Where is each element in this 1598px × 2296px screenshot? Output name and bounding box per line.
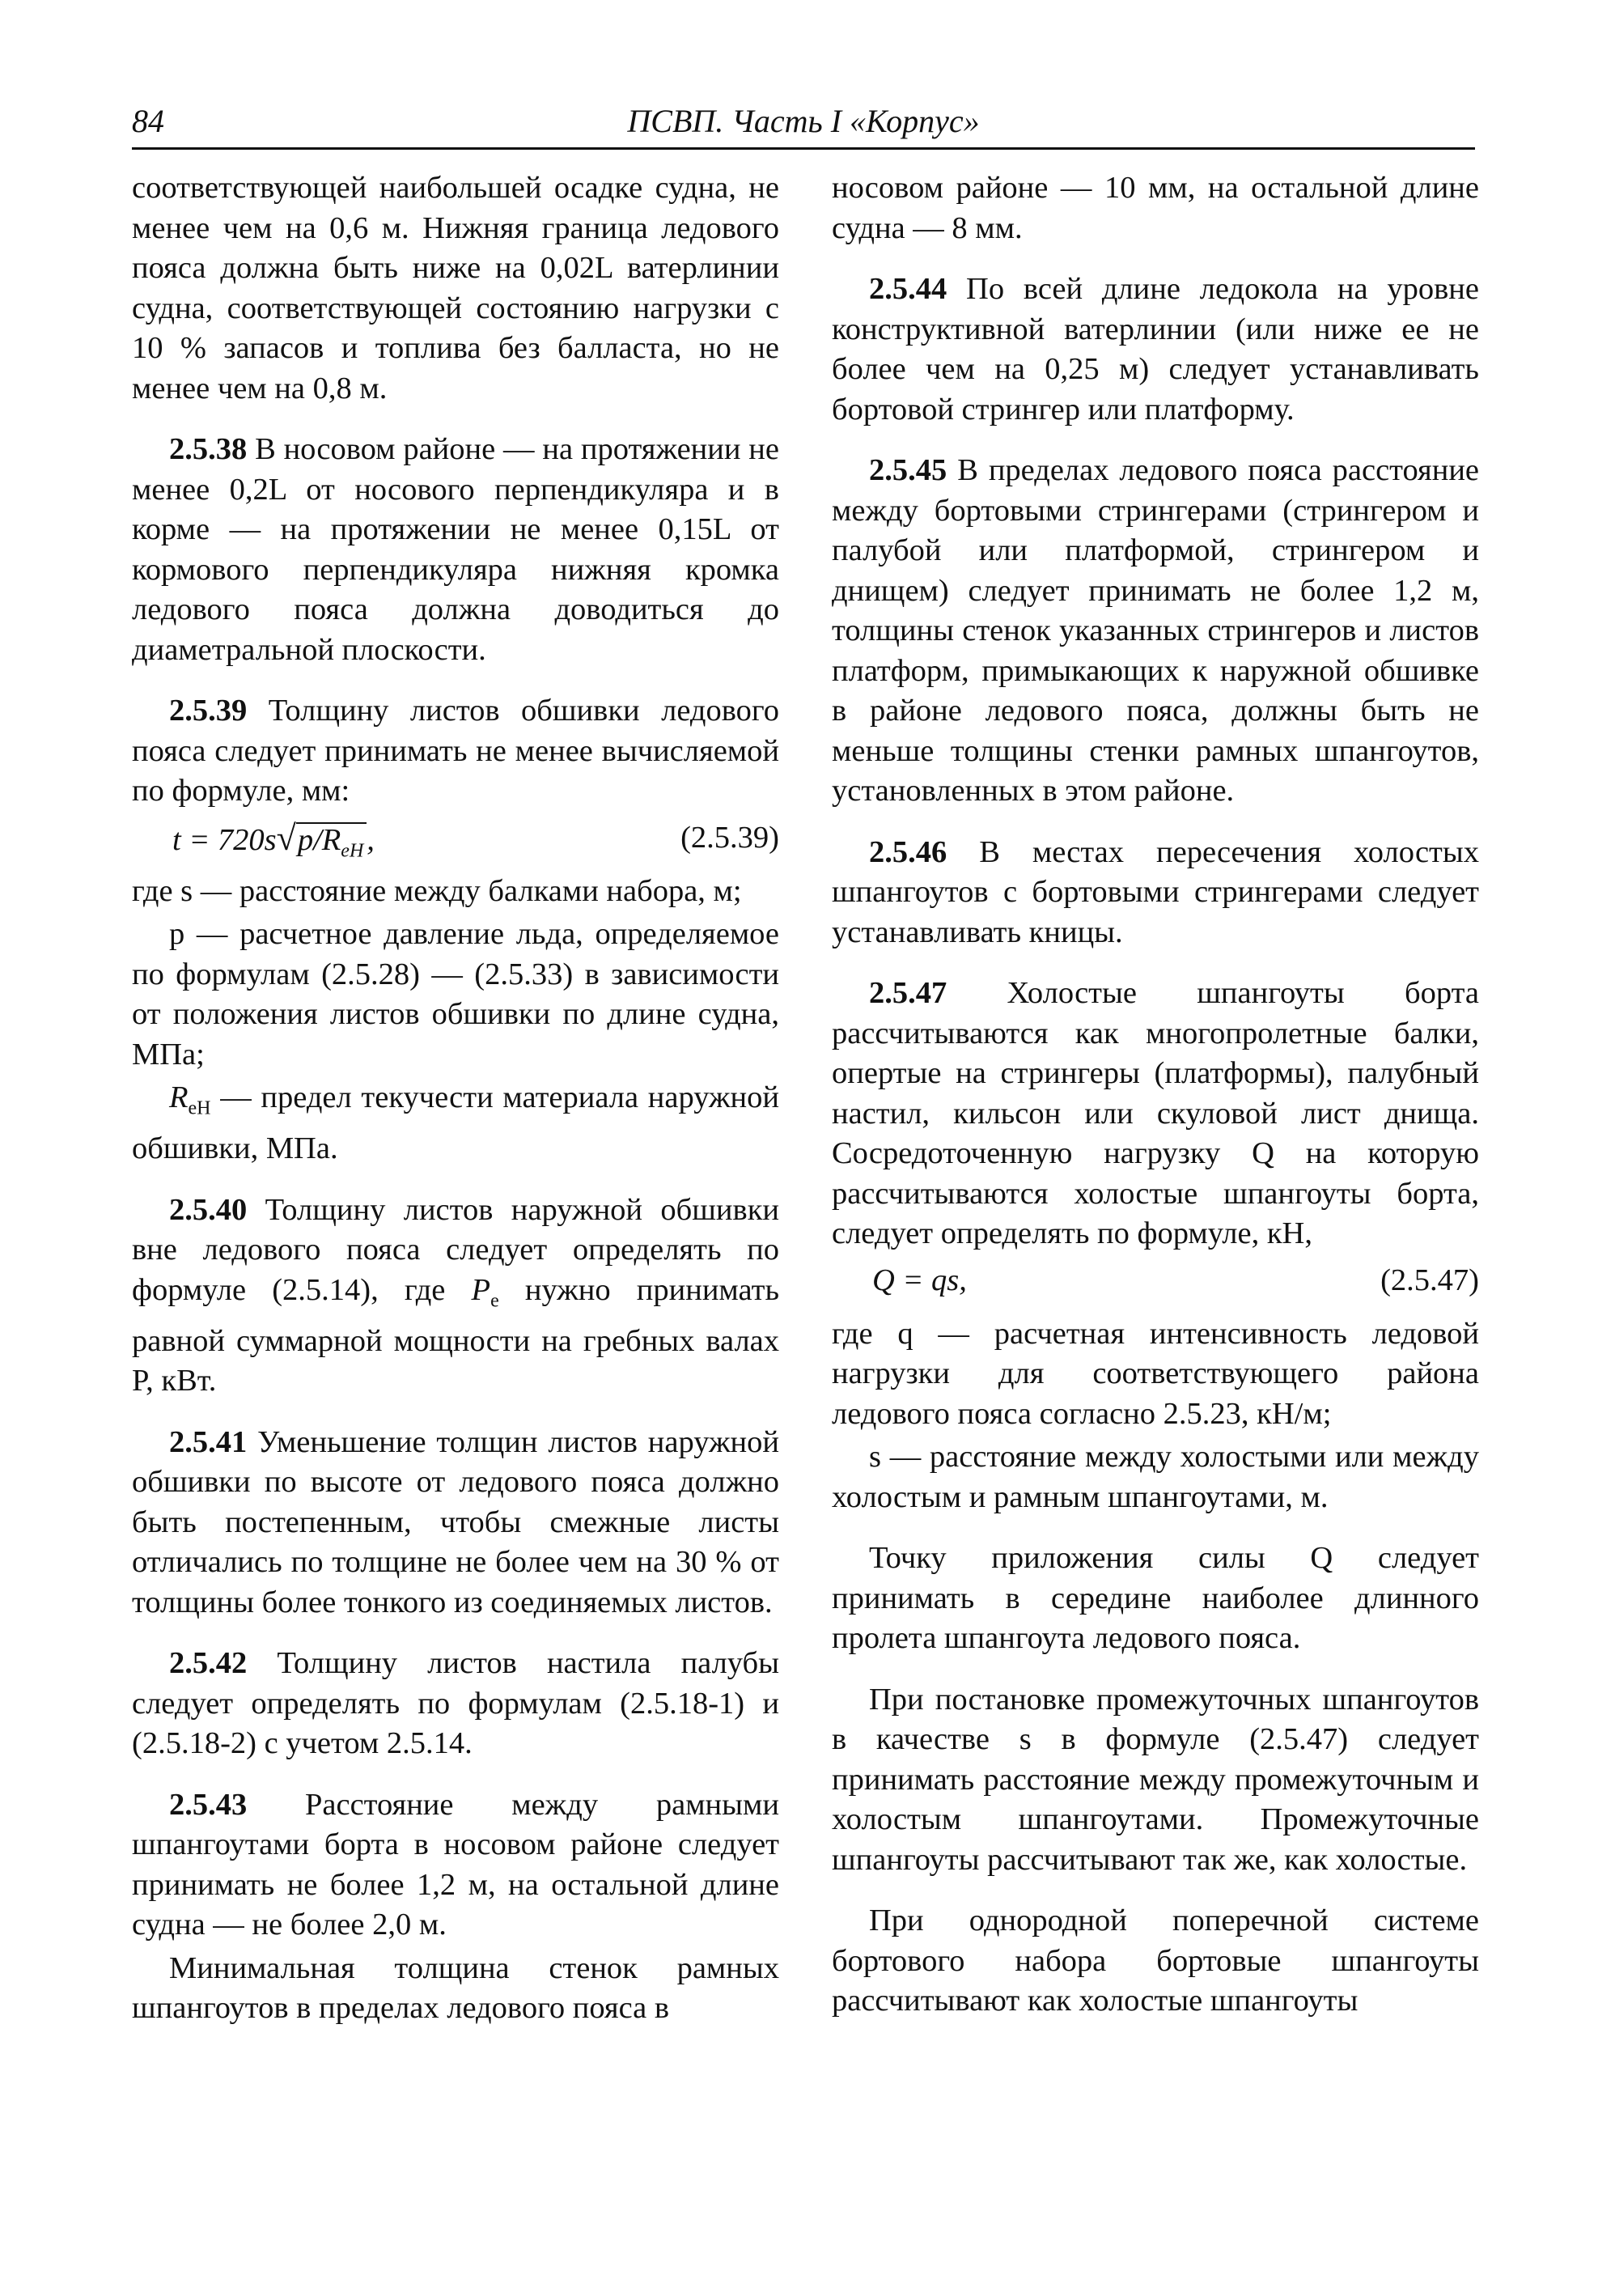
section-number: 2.5.39: [169, 694, 248, 728]
paragraph-intro: соответствующей наибольшей осадке судна, не менее чем на 0,6 м. Нижняя граница ледового пояса должна быть ниже на 0,02L ватерлинии судна, соответствующей состоянию нагрузки с 10 % запасов и топлива без балласта, но не менее чем на 0,8 м.: [132, 171, 779, 405]
section-number: 2.5.43: [169, 1787, 248, 1822]
paragraph-intermediate-frames: При постановке промежуточных шпангоутов в качестве s в формуле (2.5.47) следует принимать расстояние между промежуточным и холостым шпангоутами. Промежуточные шпангоуты рассчитывают так же, как холостые.: [832, 1682, 1479, 1877]
formula-expression: $t = 720s√p/R_{eH}$ ,: [172, 818, 375, 868]
definition-q: где q — расчетная интенсивность ледовой нагрузки для соответствующего района ледового пояса согласно 2.5.23, кН/м;: [832, 1316, 1479, 1431]
paragraph-min-thickness: Минимальная толщина стенок рамных шпангоутов в пределах ледового пояса в: [132, 1950, 779, 2026]
left-column: [132, 168, 779, 2050]
section-number: 2.5.40: [169, 1192, 248, 1227]
section-text: Уменьшение толщин листов наружной обшивки по высоте от ледового пояса должно быть постепенным, чтобы смежные листы отличались по толщине не более чем на 30 % от толщины более тонкого из соединяемых листов.: [132, 1424, 780, 1619]
section-2-5-41: [132, 1423, 779, 1623]
page-header: [132, 97, 1475, 150]
section-text: Толщину листов настила палубы следует определять по формулам (2.5.18-1) и (2.5.18-2) с учетом 2.5.14.: [132, 1646, 780, 1761]
section-number: 2.5.47: [869, 976, 947, 1010]
formula-number: (2.5.39): [680, 820, 779, 855]
page-number: 84: [132, 103, 164, 139]
running-title: ПСВП. Часть I «Корпус»: [627, 103, 980, 139]
paragraph-homogeneous-system: При однородной поперечной системе бортового набора бортовые шпангоуты рассчитывают как холостые шпангоуты: [832, 1903, 1479, 2018]
section-number: 2.5.38: [169, 432, 248, 466]
paragraph-force-point: Точку приложения силы Q следует принимать в середине наиболее длинного пролета шпангоута ледового пояса.: [832, 1541, 1479, 1655]
section-text: В пределах ледового пояса расстояние между бортовыми стрингерами (стрингером и палубой или платформой, стрингером и днищем) следует принимать не более 1,2 м, толщины стенок указанных стрингеров и листов платформ, примыкающих к наружной обшивке в районе ледового пояса, должны быть не меньше толщины стенки рамных шпангоутов, установленных в этом районе.: [832, 453, 1480, 808]
section-2-5-45: [832, 451, 1479, 812]
definition-s: s — расстояние между холостыми или между холостым и рамным шпангоутами, м.: [832, 1440, 1479, 1514]
formula-2-5-39: [132, 818, 779, 862]
section-2-5-44: [832, 269, 1479, 430]
section-text: По всей длине ледокола на уровне конструктивной ватерлинии (или ниже ее не более чем на 0,25 м) следует устанавливать бортовой стрингер или платформу.: [832, 272, 1479, 427]
section-2-5-39: [132, 691, 779, 812]
formula-2-5-47: [832, 1261, 1479, 1305]
definition-s: где s — расстояние между балками набора, м;: [132, 873, 742, 908]
definition-reh: $R_{eH}$ — предел текучести материала наружной обшивки, МПа.: [132, 1080, 779, 1166]
section-text: Расстояние между рамными шпангоутами борта в носовом районе следует принимать не более 1,2 м, на остальной длине судна — не более 2,0 м.: [132, 1787, 779, 1942]
section-text: Толщину листов обшивки ледового пояса следует принимать не менее вычисляемой по формуле, мм:: [132, 694, 779, 808]
sqrt-symbol: √: [276, 817, 296, 858]
section-number: 2.5.44: [869, 272, 947, 306]
section-text: В местах пересечения холостых шпангоутов с бортовыми стрингерами следует устанавливать кницы.: [832, 834, 1479, 949]
section-2-5-43: [132, 1785, 779, 1946]
formula-number: (2.5.47): [1380, 1263, 1479, 1297]
section-text: Холостые шпангоуты борта рассчитываются как многопролетные балки, опертые на стрингеры (платформы), палубный настил, кильсон или скуловой лист днища. Сосредоточенную нагрузку Q на которую рассчитываются холостые шпангоуты борта, следует определять по формуле, кН,: [832, 976, 1480, 1250]
definition-p: p — расчетное давление льда, определяемое по формулам (2.5.28) — (2.5.33) в зависимости от положения листов обшивки по длине судна, МПа;: [132, 917, 779, 1072]
section-number: 2.5.41: [169, 1424, 248, 1459]
section-number: 2.5.45: [869, 453, 947, 487]
section-2-5-40: 2.5.40 Толщину листов наружной обшивки вне ледового пояса следует определять по формуле (2.5.14), где $P_e$ нужно принимать равной суммарной мощности на гребных валах P, кВт.: [132, 1192, 780, 1398]
section-2-5-47: [832, 974, 1479, 1254]
section-2-5-46: [832, 833, 1479, 953]
formula-expression: Q = qs,: [872, 1263, 967, 1297]
radicand: $p/R_{eH}$: [296, 822, 367, 868]
section-2-5-38: [132, 430, 779, 670]
section-number: 2.5.42: [169, 1646, 248, 1681]
section-text: В носовом районе — на протяжении не менее 0,2L от носового перпендикуляра и в корме — на протяжении не менее 0,15L от кормового перпендикуляра нижняя кромка ледового пояса должна доводиться до диаметральной плоскости.: [132, 432, 779, 667]
section-number: 2.5.46: [869, 834, 947, 869]
right-column: [832, 168, 1479, 2043]
paragraph-continuation: носовом районе — 10 мм, на остальной длине судна — 8 мм.: [832, 171, 1479, 245]
section-2-5-42: [132, 1644, 779, 1764]
